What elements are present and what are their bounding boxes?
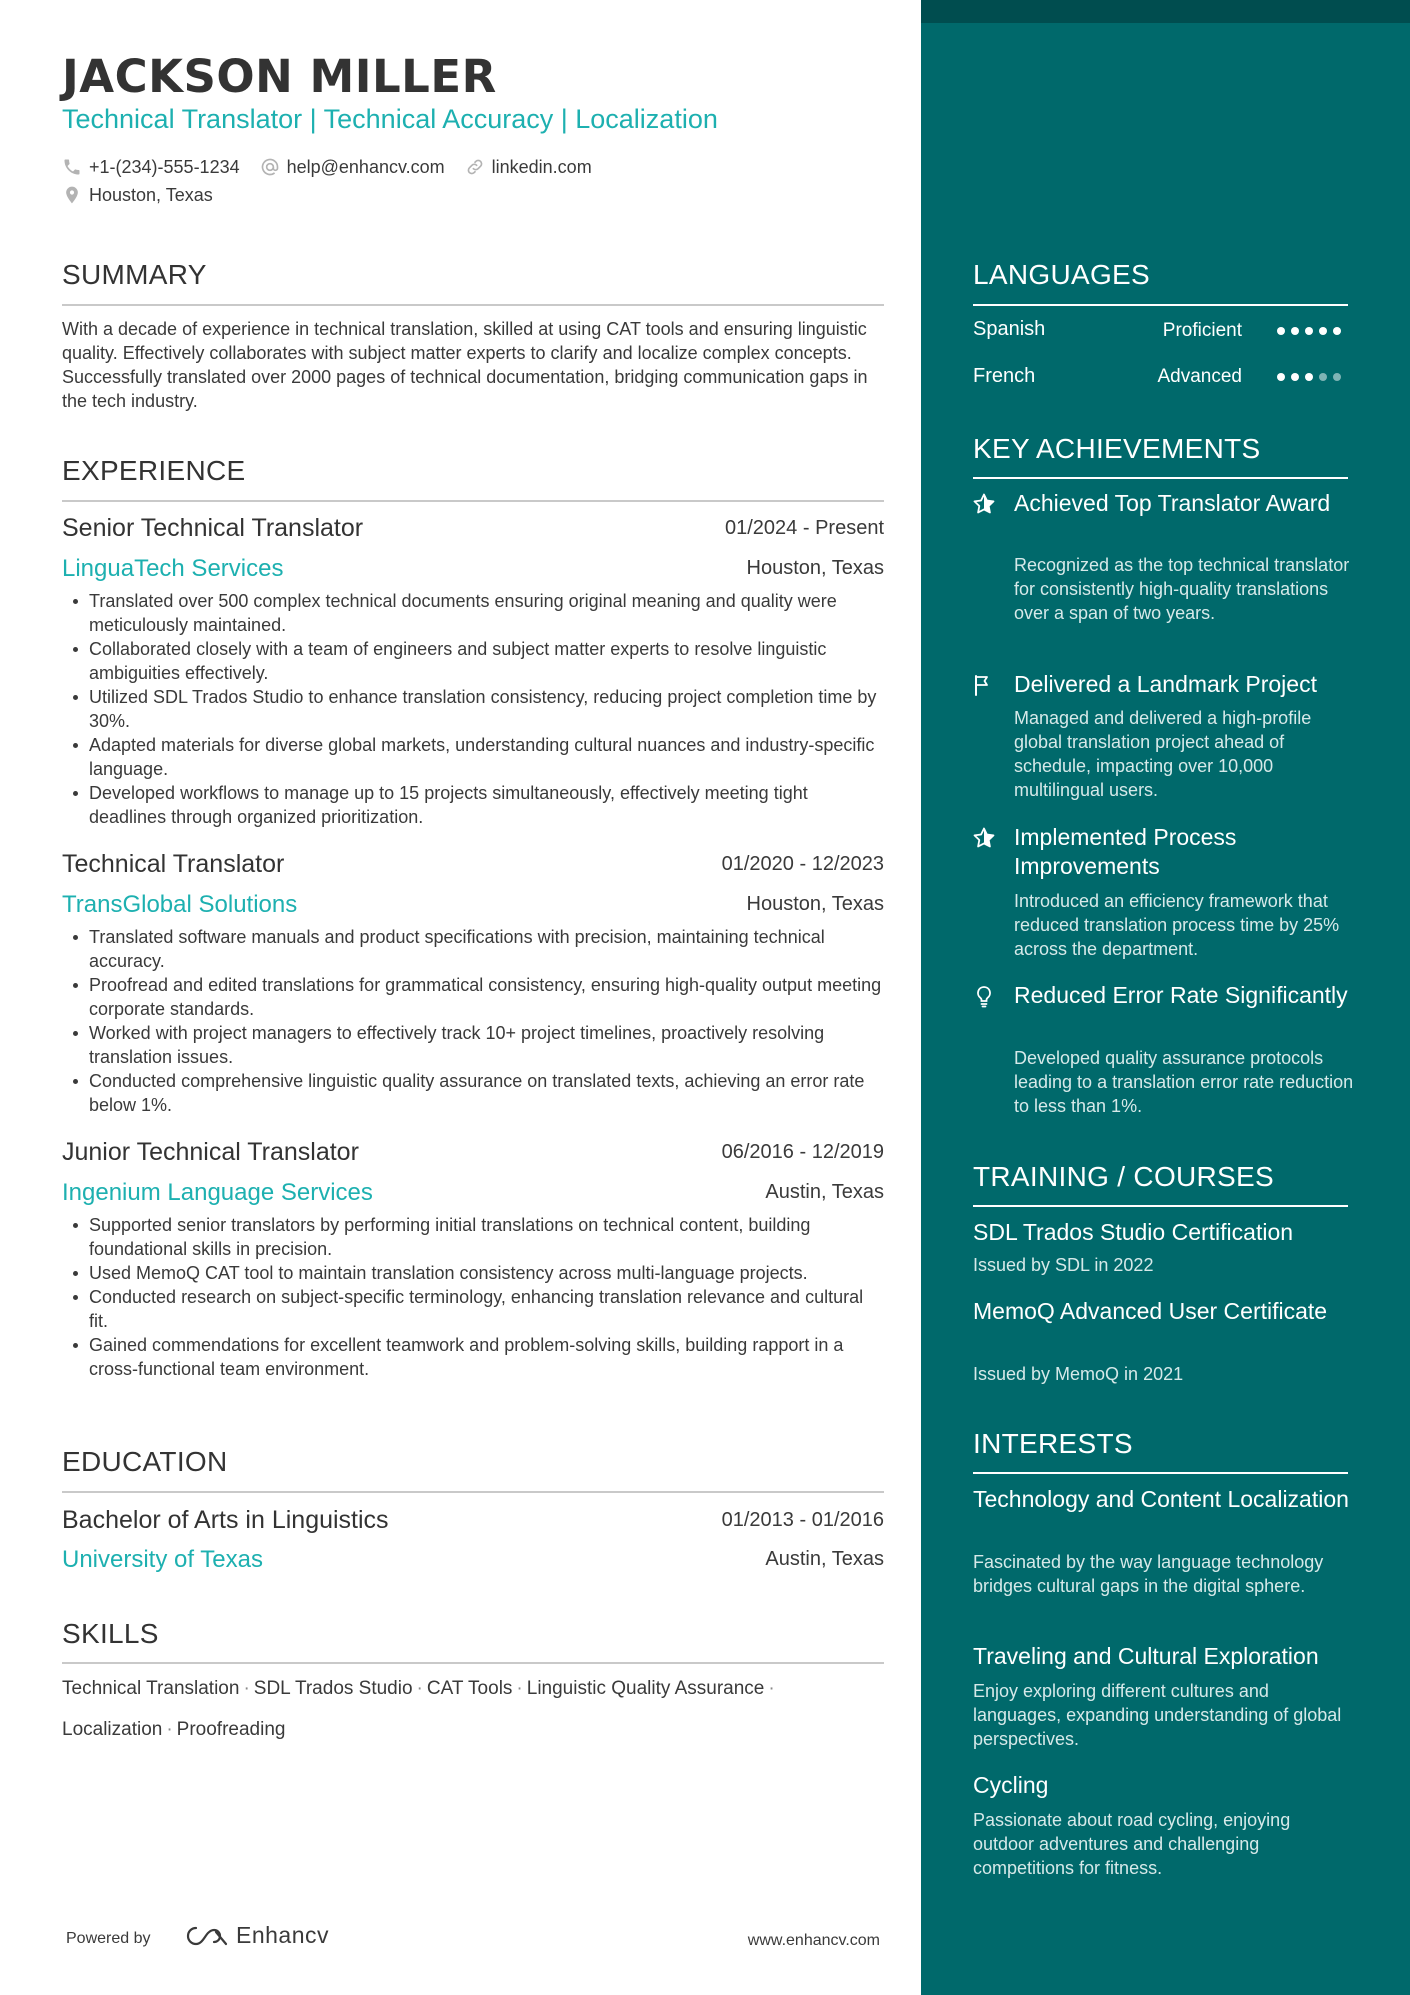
training-item-sub: Issued by SDL in 2022	[973, 1255, 1154, 1275]
school-location: Austin, Texas	[765, 1548, 884, 1570]
rating-dot	[1333, 327, 1341, 335]
job-bullet: Collaborated closely with a team of engineers and subject matter experts to resolve linguistic ambiguities effectively.	[62, 637, 884, 685]
job-dates: 01/2024 - Present	[725, 517, 884, 539]
interest-title: Cycling	[973, 1772, 1049, 1798]
enhancv-logo-icon	[184, 1923, 230, 1949]
achievement-desc: Introduced an efficiency framework that reduced translation process time by 25% across the department.	[1014, 891, 1340, 959]
skills-list	[62, 1668, 884, 1750]
education-title: EDUCATION	[62, 1446, 228, 1477]
achievement-title: Reduced Error Rate Significantly	[1014, 982, 1348, 1008]
interests-title: INTERESTS	[973, 1428, 1133, 1459]
skill-item: SDL Trados Studio	[253, 1678, 413, 1699]
experience-divider	[62, 500, 884, 502]
skill-item: Localization	[62, 1719, 163, 1740]
languages-divider	[973, 304, 1348, 306]
achievement-desc: Recognized as the top technical translator for consistently high-quality translations over a span of two years.	[1014, 555, 1350, 623]
phone-icon	[62, 157, 82, 177]
interest-title: Traveling and Cultural Exploration	[973, 1643, 1319, 1669]
linkedin-contact[interactable]	[465, 156, 592, 178]
main-column	[62, 0, 884, 1995]
achievement-title: Achieved Top Translator Award	[1014, 490, 1331, 516]
link-icon	[465, 157, 485, 177]
star-icon	[972, 492, 996, 516]
phone-contact[interactable]	[62, 156, 240, 178]
language-name: Spanish	[973, 318, 1046, 340]
job-bullet: Supported senior translators by performing initial translations on technical content, building foundational skills in precision.	[62, 1213, 884, 1261]
skill-separator: ·	[516, 1678, 523, 1699]
job-location: Houston, Texas	[746, 557, 884, 579]
interest-desc: Passionate about road cycling, enjoying outdoor adventures and challenging competitions for fitness.	[973, 1810, 1291, 1878]
rating-dot	[1291, 327, 1299, 335]
training-title: TRAINING / COURSES	[973, 1161, 1274, 1192]
sidebar	[921, 0, 1410, 1995]
summary-title: SUMMARY	[62, 259, 207, 290]
location-contact	[62, 184, 213, 206]
language-rating	[1277, 364, 1347, 390]
training-divider	[973, 1205, 1348, 1207]
skill-separator: ·	[166, 1719, 173, 1740]
headline: Technical Translator | Technical Accuracy | Localization	[62, 104, 718, 134]
job-dates: 01/2020 - 12/2023	[721, 853, 884, 875]
at-icon	[260, 157, 280, 177]
rating-dot	[1305, 327, 1313, 335]
skills-title: SKILLS	[62, 1618, 159, 1649]
degree-title: Bachelor of Arts in Linguistics	[62, 1506, 389, 1534]
achievement-desc: Managed and delivered a high-profile global translation project ahead of schedule, impacting over 10,000 multilingual users.	[1014, 708, 1312, 800]
job-company[interactable]: Ingenium Language Services	[62, 1179, 373, 1206]
skill-item: CAT Tools	[426, 1678, 513, 1699]
job-location: Houston, Texas	[746, 893, 884, 915]
rating-dot	[1305, 373, 1313, 381]
skill-item: Proofreading	[176, 1719, 286, 1740]
language-name: French	[973, 365, 1036, 387]
job-bullet: Developed workflows to manage up to 15 projects simultaneously, effectively meeting tight deadlines through organized prioritization.	[62, 781, 884, 829]
achievements-divider	[973, 477, 1348, 479]
job-bullet: Translated over 500 complex technical documents ensuring original meaning and quality were meticulously maintained.	[62, 589, 884, 637]
interest-title: Technology and Content Localization	[973, 1486, 1349, 1512]
job-bullet: Worked with project managers to effectively track 10+ project timelines, proactively resolving translation issues.	[62, 1021, 884, 1069]
achievement-title: Implemented Process Improvements	[1014, 824, 1237, 879]
job-bullets	[62, 1213, 884, 1381]
job-bullet: Translated software manuals and product specifications with precision, maintaining technical accuracy.	[62, 925, 884, 973]
job-bullet: Used MemoQ CAT tool to maintain translation consistency across multi-language projects.	[62, 1261, 884, 1285]
education-divider	[62, 1491, 884, 1493]
language-level: Proficient	[1162, 320, 1242, 341]
job-bullet: Proofread and edited translations for grammatical consistency, ensuring high-quality output meeting corporate standards.	[62, 973, 884, 1021]
training-item-sub: Issued by MemoQ in 2021	[973, 1364, 1184, 1384]
job-company[interactable]: TransGlobal Solutions	[62, 891, 298, 918]
star-icon	[972, 826, 996, 850]
job-title: Senior Technical Translator	[62, 514, 364, 542]
language-level: Advanced	[1157, 366, 1242, 387]
enhancv-brand: Enhancv	[236, 1922, 330, 1948]
rating-dot	[1277, 327, 1285, 335]
rating-dot	[1319, 327, 1327, 335]
training-item-title: MemoQ Advanced User Certificate	[973, 1298, 1328, 1324]
lightbulb-icon	[972, 984, 996, 1008]
interests-divider	[973, 1472, 1348, 1474]
linkedin-text: linkedin.com	[491, 157, 592, 177]
skill-item: Technical Translation	[62, 1678, 240, 1699]
achievements-title: KEY ACHIEVEMENTS	[973, 433, 1261, 464]
training-item-title: SDL Trados Studio Certification	[973, 1219, 1294, 1245]
powered-by-label: Powered by	[66, 1930, 151, 1947]
phone-text: +1-(234)-555-1234	[89, 157, 240, 177]
rating-dot	[1291, 373, 1299, 381]
location-pin-icon	[62, 185, 82, 205]
skills-divider	[62, 1662, 884, 1664]
skill-separator: ·	[416, 1678, 423, 1699]
enhancv-logo[interactable]	[184, 1922, 329, 1949]
summary-text: With a decade of experience in technical translation, skilled at using CAT tools and ensuring linguistic quality. Effectively collaborates with subject matter experts to clarify and localize complex concepts. Successfully translated over 2000 pages of technical documentation, bridging communication gaps in the tech industry.	[62, 319, 868, 411]
email-contact[interactable]	[260, 156, 445, 178]
job-location: Austin, Texas	[765, 1181, 884, 1203]
education-dates: 01/2013 - 01/2016	[721, 1509, 884, 1531]
job-bullet: Conducted comprehensive linguistic quality assurance on translated texts, achieving an error rate below 1%.	[62, 1069, 884, 1117]
experience-title: EXPERIENCE	[62, 455, 246, 486]
language-rating	[1277, 318, 1347, 344]
rating-dot	[1333, 373, 1341, 381]
skill-item: Linguistic Quality Assurance	[526, 1678, 765, 1699]
achievement-title: Delivered a Landmark Project	[1014, 671, 1317, 697]
school-name[interactable]: University of Texas	[62, 1546, 263, 1573]
interest-desc: Enjoy exploring different cultures and languages, expanding understanding of global perspectives.	[973, 1681, 1342, 1749]
sidebar-top-band	[921, 0, 1410, 23]
job-bullet: Utilized SDL Trados Studio to enhance translation consistency, reducing project completion time by 30%.	[62, 685, 884, 733]
flag-icon	[972, 673, 996, 697]
job-bullet: Adapted materials for diverse global markets, understanding cultural nuances and industry-specific language.	[62, 733, 884, 781]
job-dates: 06/2016 - 12/2019	[721, 1141, 884, 1163]
job-title: Junior Technical Translator	[62, 1138, 359, 1166]
location-text: Houston, Texas	[89, 185, 213, 205]
skill-separator: ·	[243, 1678, 250, 1699]
footer-url[interactable]: www.enhancv.com	[747, 1932, 880, 1949]
job-title: Technical Translator	[62, 850, 285, 878]
job-bullets	[62, 589, 884, 829]
languages-title: LANGUAGES	[973, 259, 1150, 290]
job-bullet: Conducted research on subject-specific terminology, enhancing translation relevance and cultural fit.	[62, 1285, 884, 1333]
email-text: help@enhancv.com	[286, 157, 445, 177]
job-bullets	[62, 925, 884, 1117]
interest-desc: Fascinated by the way language technology bridges cultural gaps in the digital sphere.	[973, 1552, 1324, 1596]
summary-divider	[62, 304, 884, 306]
job-company[interactable]: LinguaTech Services	[62, 555, 284, 582]
rating-dot	[1277, 373, 1285, 381]
rating-dot	[1319, 373, 1327, 381]
achievement-desc: Developed quality assurance protocols leading to a translation error rate reduction to less than 1%.	[1014, 1048, 1354, 1116]
skill-separator: ·	[768, 1678, 775, 1699]
job-bullet: Gained commendations for excellent teamwork and problem-solving skills, building rapport in a cross-functional team environment.	[62, 1333, 884, 1381]
candidate-name: JACKSON MILLER	[62, 50, 497, 103]
contact-info	[62, 153, 612, 209]
